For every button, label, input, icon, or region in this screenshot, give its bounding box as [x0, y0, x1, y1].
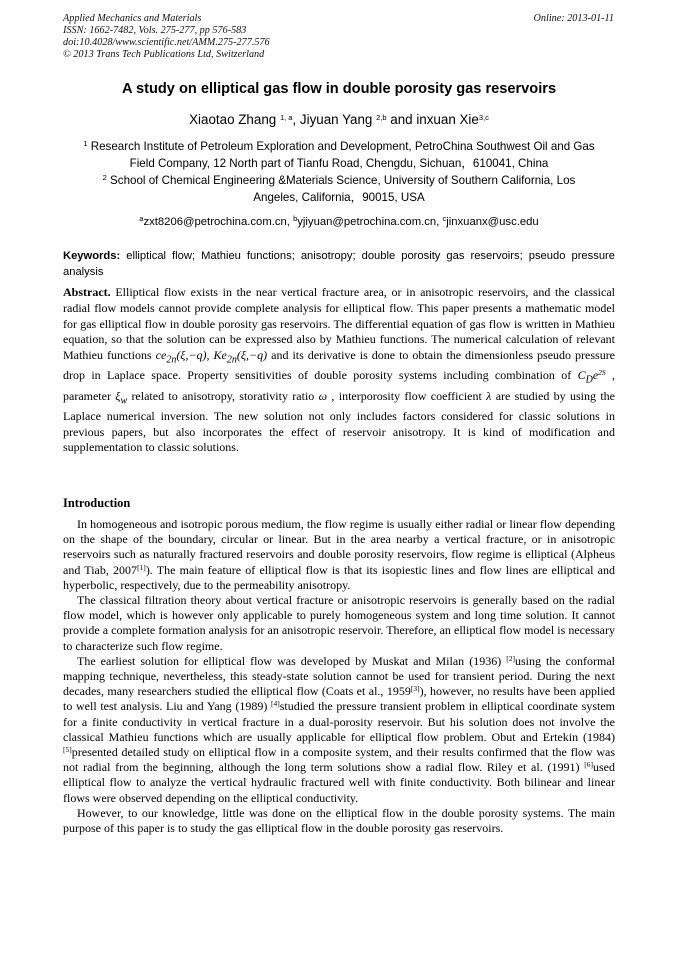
email-mark: c [442, 214, 447, 223]
math-subscript: D [585, 374, 593, 386]
paragraph-text: ), however, no results have been applied to well test analysis. Liu and Yang (1989) [63, 684, 615, 714]
email-address: zxt8206@petrochina.com.cn, [143, 216, 294, 228]
keywords-label: Keywords: [63, 250, 121, 262]
paragraph-text: using the conformal mapping technique, nevertheless, this steady-state solution cannot be used for transient period. During the next decades, many researchers studied the elliptical flow (Coats et al., 1959 [63, 653, 615, 699]
paper-title: A study on elliptical gas flow in double porosity gas reservoirs [121, 81, 557, 97]
journal-header [63, 13, 270, 61]
math-superscript: 2S [598, 368, 606, 378]
affiliation-mark: 1 [83, 139, 88, 148]
math-subscript: 2n [226, 354, 237, 366]
abstract [63, 285, 615, 456]
author-name: Xiaotao Zhang [189, 112, 280, 127]
introduction-body [63, 517, 615, 836]
math-xi-w [115, 388, 128, 406]
math-cde2s [577, 368, 606, 386]
keywords-text: elliptical flow; Mathieu functions; anisotropy; double porosity gas reservoirs; pseudo pressure analysis [63, 250, 615, 278]
paragraph: However, to our knowledge, little was done on the elliptical flow in the double porosity systems. The main purpose of this paper is to study the gas elliptical flow in the double porosity gas reservoirs. [63, 805, 615, 836]
paragraph-text: presented detailed study on elliptical flow in a composite system, and their results confirmed that the flow was not radial from the beginning, although the long term solutions show a radial flow. Riley et al. (1991) [63, 745, 615, 775]
abstract-text: Elliptical flow exists in the near vertical fracture area, or in anisotropic reservoirs, and the classical radial flow models cannot provide complete analysis for elliptical flow. This paper presents a mathematic model for gas elliptical flow in double porosity gas reservoirs. The differential equation of gas flow is written in Mathieu equation, so that the solution can be expressed also by Mathieu functions. The numerical calculation of relevant Mathieu functions [63, 285, 615, 363]
email-mark: b [293, 214, 298, 223]
affiliation-line: Angeles, California，90015, USA [253, 191, 425, 204]
paragraph [63, 517, 615, 593]
citation-ref[interactable]: [1] [137, 562, 146, 572]
author-emails [63, 214, 615, 230]
copyright-line: © 2013 Trans Tech Publications Ltd, Switzerland [63, 49, 265, 60]
affiliation-line: Field Company, 12 North part of Tianfu Road, Chengdu, Sichuan，610041, China [129, 157, 549, 170]
math-args: (ξ,−q) [236, 348, 268, 363]
paragraph [63, 654, 615, 806]
affiliations [63, 138, 615, 206]
paragraph-text: used elliptical flow to analyze the vertical hydraulic fractured well with finite conductivity. Both bilinear and linear flows were observed depending on the elliptical conductivity. [63, 760, 615, 805]
author-affiliation-mark: 1, a [279, 113, 293, 122]
email-address: jinxuanx@usc.edu [446, 216, 539, 228]
paragraph: The classical filtration theory about vertical fracture or anisotropic reservoirs is generally based on the radial flow model, which is however only applicable to purely homogeneous system and long time solution. It cannot provide a complete formation analysis for an anisotropic reservoir. Therefore, an elliptical flow model is necessary to characterize such flow regime. [63, 593, 615, 653]
math-subscript: w [120, 394, 128, 406]
paragraph-text: ). The main feature of elliptical flow is that its isopiestic lines and flow lines are elliptical and hyperbolic, respectively, due to the permeability anisotropy. [63, 562, 615, 592]
math-args: (ξ,−q), [176, 348, 214, 363]
math-symbol: ξ [115, 388, 121, 403]
author-name: and inxuan Xie [386, 112, 479, 127]
abstract-text: , interporosity flow coefficient [327, 388, 487, 403]
citation-ref[interactable]: [3] [410, 684, 420, 694]
abstract-text: , parameter [63, 368, 616, 403]
math-ce-function [155, 348, 268, 366]
paragraph-text: The earliest solution for elliptical flow was developed by Muskat and Milan (1936) [77, 653, 507, 668]
math-symbol: ce [155, 348, 167, 363]
math-symbol: C [577, 368, 586, 383]
affiliation-mark: 2 [102, 173, 107, 182]
affiliation-line [63, 138, 615, 155]
author-name: , Jiyuan Yang [292, 112, 377, 127]
abstract-text: and its derivative is done to obtain the dimensionless pseudo pressure drop in Laplace space. Property sensitivities of double porosity systems including combination of [63, 348, 616, 383]
email-mark: a [139, 214, 144, 223]
email-address: yjiyuan@petrochina.com.cn, [297, 216, 443, 228]
paragraph-text: studied the pressure transient problem in elliptical coordinate system for a finite conductivity in vertical fracture in a dual-porosity reservoir. But his solution does not involve the classical Mathieu functions which are usually applicable for elliptical flow problem. Obut and Ertekin (1984) [63, 699, 615, 744]
abstract-text: related to anisotropy, storativity ratio [127, 388, 319, 403]
section-heading-introduction: Introduction [63, 496, 131, 510]
doi-line: doi:10.4028/www.scientific.net/AMM.275-277.576 [63, 37, 270, 48]
math-subscript: 2n [166, 354, 177, 366]
abstract-text: are studied by using the Laplace numerical inversion. The new solution not only includes factors considered for classic solutions in previous papers, but also incorporates the effect of reservoir anisotropy. It is kind of modification and supplementation to classic solutions. [63, 388, 615, 455]
math-omega: ω [318, 388, 328, 403]
citation-ref[interactable]: [6] [584, 760, 593, 770]
affiliation-text: School of Chemical Engineering &Materials Science, University of Southern California, Los [106, 174, 576, 187]
author-affiliation-mark: 3,c [478, 113, 489, 122]
affiliation-text: Research Institute of Petroleum Exploration and Development, PetroChina Southwest Oil and Gas [87, 140, 595, 153]
abstract-label: Abstract. [63, 285, 111, 299]
math-lambda: λ [486, 388, 492, 403]
author-list [63, 111, 615, 129]
affiliation-line [63, 172, 615, 189]
issn-line: ISSN: 1662-7482, Vols. 275-277, pp 576-583 [63, 25, 247, 36]
online-date: Online: 2013-01-11 [533, 13, 614, 24]
journal-name: Applied Mechanics and Materials [63, 13, 202, 24]
math-symbol: e [592, 368, 599, 383]
paragraph-text: In homogeneous and isotropic porous medium, the flow regime is usually either radial or linear flow depending on the shape of the boundary, circular or linear. But in the area nearby a vertical fracture, or in anisotropic reservoirs such as naturally fractured reservoirs and double porosity reservoirs, flow regime is elliptical (Alpheus and Tiab, 2007 [63, 517, 615, 577]
citation-ref[interactable]: [2] [506, 653, 515, 663]
author-affiliation-mark: 2,b [376, 113, 387, 122]
citation-ref[interactable]: [4] [270, 699, 280, 709]
math-symbol: Ke [213, 348, 227, 363]
citation-ref[interactable]: [5] [63, 745, 72, 755]
keywords [63, 248, 615, 280]
